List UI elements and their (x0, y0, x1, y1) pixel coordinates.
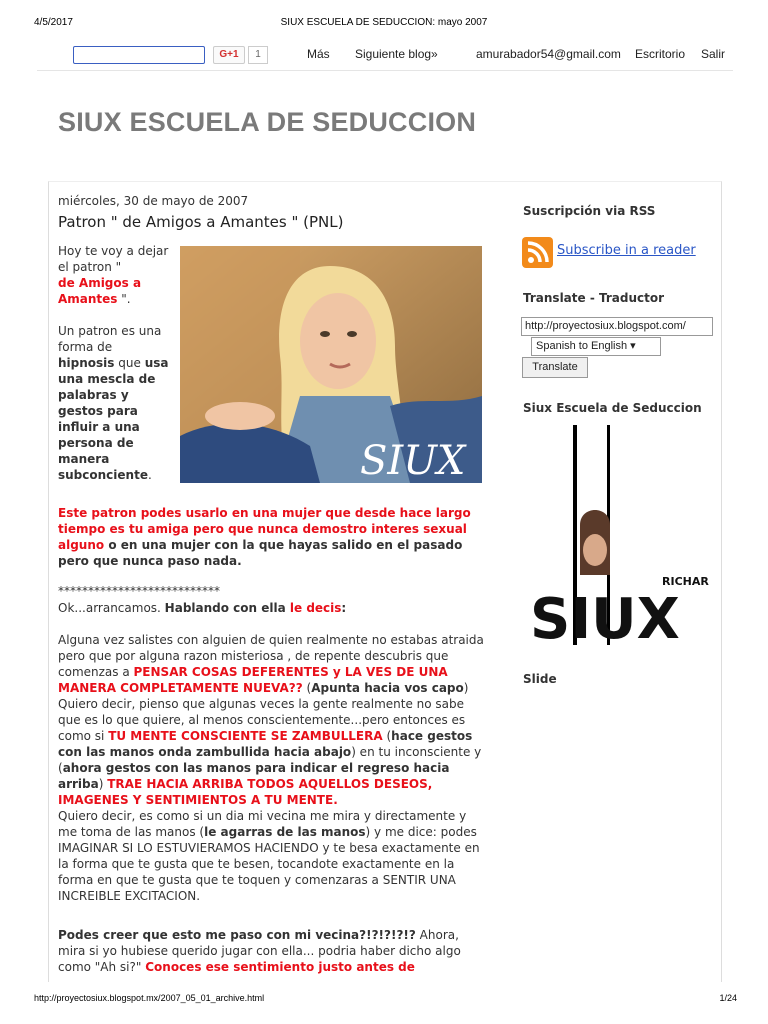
bold-text: Hablando con ella (164, 601, 290, 615)
post-photo (180, 246, 482, 483)
highlight-text: PENSAR COSAS DEFERENTES y LA VES DE UNA MANERA COMPLETAMENTE NUEVA?? (58, 665, 448, 695)
bold-text: hace gestos con las manos onda zambullida hacia abajo (58, 729, 473, 759)
post-separator: *************************** (58, 584, 220, 598)
rss-icon[interactable] (522, 237, 553, 268)
intro-text: Hoy te voy a dejar el patron " (58, 244, 169, 274)
next-blog-link[interactable]: Siguiente blog» (355, 47, 438, 61)
siux-logo-text: SIUX (530, 587, 680, 645)
logout-link[interactable]: Salir (701, 47, 726, 61)
photo-watermark: SIUX (360, 438, 466, 483)
slide-widget-title: Slide (523, 672, 557, 686)
bold-text: o en una mujer con la que hayas salido en el pasado pero que nunca paso nada. (58, 538, 463, 568)
intro-text: ". (121, 292, 131, 306)
translate-language-select[interactable]: Spanish to English ▾ (531, 337, 661, 356)
intro-text: que (118, 356, 141, 370)
highlight-text: TU MENTE CONSCIENTE SE ZAMBULLERA (108, 729, 383, 743)
intro-text: Un patron es una forma de (58, 324, 162, 354)
bold-text: Podes creer que esto me paso con mi vecina?!?!?!?!? (58, 928, 416, 942)
print-title: SIUX ESCUELA DE SEDUCCION: mayo 2007 (280, 17, 488, 28)
intro-highlight: de Amigos a Amantes (58, 276, 142, 306)
plain-text: Alguna vez salistes con alguien de quien realmente no estabas atraida pero que por alguna razon misteriosa , de repente descubris que comenzas a (58, 633, 484, 679)
post-title[interactable]: Patron " de Amigos a Amantes " (PNL) (58, 213, 344, 231)
intro-bold: usa una mescla de palabras y gestos para influir a una persona de manera subconciente (58, 356, 169, 482)
account-email[interactable]: amurabador54@gmail.com (476, 47, 621, 61)
siux-logo-name: RICHAR (662, 575, 709, 588)
plain-text: Quiero decir, pienso que algunas veces la gente realmente no sabe que es lo que quiere, al menos conscientemente...pero entonces es como si (58, 697, 466, 743)
translate-button[interactable]: Translate (522, 357, 588, 378)
highlight-text: TRAE HACIA ARRIBA TODOS AQUELLOS DESEOS, IMAGENES Y SENTIMIENTOS A TU MENTE. (58, 777, 433, 807)
dashboard-link[interactable]: Escritorio (635, 47, 686, 61)
search-input[interactable] (73, 46, 205, 64)
post-paragraph (58, 632, 488, 904)
bold-text: le agarras de las manos (204, 825, 366, 839)
gplus-count: 1 (248, 46, 268, 64)
print-page-number: 1/24 (719, 993, 737, 1003)
bold-text: : (341, 601, 347, 615)
rss-widget-title: Suscripción via RSS (523, 204, 656, 218)
blogger-navbar (37, 38, 733, 71)
plain-text: Ahora, mira si yo hubiese querido jugar con ella... podria haber dicho algo como "Ah si?" (58, 928, 461, 974)
post-intro (58, 243, 170, 483)
post-paragraph (58, 600, 488, 616)
blog-title[interactable]: SIUX ESCUELA DE SEDUCCION (58, 107, 477, 137)
plain-text: Ok...arrancamos. (58, 601, 165, 615)
plain-text: ) y me dice: podes IMAGINAR SI LO ESTUVIERAMOS HACIENDO y te besa exactamente en la forma que te gusta que te besen, tocandote exactamente en la forma en que te gusta que te toquen y comenzaras a SENTIR UNA INCREIBLE EXCITACION. (58, 825, 480, 903)
highlight-text: Este patron podes usarlo en una mujer que desde hace largo tiempo es tu amiga pero que nunca demostro interes sexual alguno (58, 506, 471, 552)
intro-text: . (147, 468, 152, 482)
plain-text: ( (302, 681, 312, 695)
plain-text: ) (98, 777, 108, 791)
post-date: miércoles, 30 de mayo de 2007 (58, 194, 249, 208)
bold-text: ahora gestos con las manos para indicar el regreso hacia arriba (58, 761, 450, 791)
gplus-button[interactable]: G+1 (213, 46, 245, 64)
print-url: http://proyectosiux.blogspot.mx/2007_05_01_archive.html (34, 993, 265, 1003)
plain-text: Quiero decir, es como si un dia mi vecina me mira y directamente y me toma de las manos ( (58, 809, 467, 839)
woman-photo-image (180, 246, 482, 483)
intro-bold: hipnosis (58, 356, 115, 370)
translate-widget-title: Translate - Traductor (523, 291, 665, 305)
plain-text: ) en tu inconsciente y ( (58, 745, 482, 775)
highlight-text: Conoces ese sentimiento justo antes de (145, 960, 415, 974)
siux-logo-image[interactable] (528, 425, 712, 645)
bold-text: Apunta hacia vos capo (311, 681, 464, 695)
more-link[interactable]: Más (307, 47, 330, 61)
translate-url-input[interactable]: http://proyectosiux.blogspot.com/ (521, 317, 713, 336)
post-paragraph (58, 927, 488, 975)
highlight-text: le decis (289, 601, 342, 615)
print-date: 4/5/2017 (34, 17, 73, 28)
subscribe-link[interactable]: Subscribe in a reader (557, 243, 696, 258)
siux-widget-title: Siux Escuela de Seduccion (523, 401, 702, 415)
plain-text: ( (382, 729, 392, 743)
plain-text: ) (463, 681, 469, 695)
post-paragraph (58, 505, 488, 569)
